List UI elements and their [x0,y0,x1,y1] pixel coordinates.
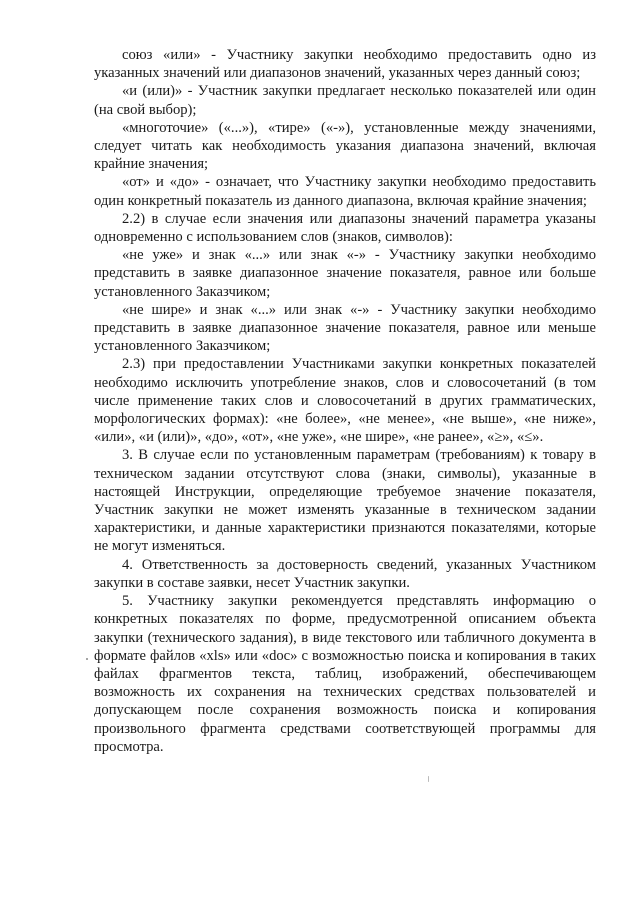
paragraph-2-2: 2.2) в случае если значения или диапазоны значений параметра указаны одновременно с использованием слов (знаков, символов): [94,210,596,246]
paragraph-5: 5. Участнику закупки рекомендуется представлять информацию о конкретных показателях по форме, предусмотренной описанием объекта закупки (технического задания), в виде текстового или табличного документа в формате файлов «xls» или «doc» с возможностью поиска и копирования в таких файлах фрагментов текста, таблиц, изображений, обеспечивающем возможность их сохранения на технических средствах пользователей и допускающем после сохранения возможность поиска и копирования произвольного фрагмента средствами соответствующей программы для просмотра. [94,593,596,755]
scan-speck [86,658,88,660]
paragraph-or-union: союз «или» - Участнику закупки необходимо предоставить одно из указанных значений или диапазонов значений, указанных через данный союз; [94,47,596,82]
paragraph-2-3: 2.3) при предоставлении Участниками закупки конкретных показателей необходимо исключить употребление знаков, слов и словосочетаний (в том числе применение таких слов и словосочетаний в других грамматических, морфологических формах): «не более», «не менее», «не выше», «не ниже», «или», «и (или)», «до», «от», «не уже», «не шире», «не ранее», «≥», «≤». [94,356,596,446]
scan-speck [428,776,429,782]
paragraph-and-or: «и (или)» - Участник закупки предлагает несколько показателей или один (на свой выбор); [94,83,596,118]
paragraph-not-narrower: «не уже» и знак «...» или знак «-» - Участнику закупки необходимо представить в заявке диапазонное значение показателя, равное или больше установленного Заказчиком; [94,247,596,300]
paragraph-from-to: «от» и «до» - означает, что Участнику закупки необходимо предоставить один конкретный показатель из данного диапазона, включая крайние значения; [94,174,596,209]
paragraph-not-wider: «не шире» и знак «...» или знак «-» - Участнику закупки необходимо представить в заявке диапазонное значение показателя, равное или меньше установленного Заказчиком; [94,301,596,355]
paragraph-4: 4. Ответственность за достоверность сведений, указанных Участником закупки в составе заявки, несет Участник закупки. [94,556,596,591]
paragraph-3: 3. В случае если по установленным параметрам (требованиям) к товару в техническом задании отсутствуют слова (знаки, символы), указанные в настоящей Инструкции, определяющие требуемое значение показателя, Участник закупки не может изменять указанные в техническом задании характеристики, и данные характеристики признаются показателями, которые не могут изменяться. [94,447,596,555]
paragraph-ellipsis-dash: «многоточие» («...»), «тире» («-»), установленные между значениями, следует читать как необходимость указания диапазона значений, включая крайние значения; [94,119,596,173]
